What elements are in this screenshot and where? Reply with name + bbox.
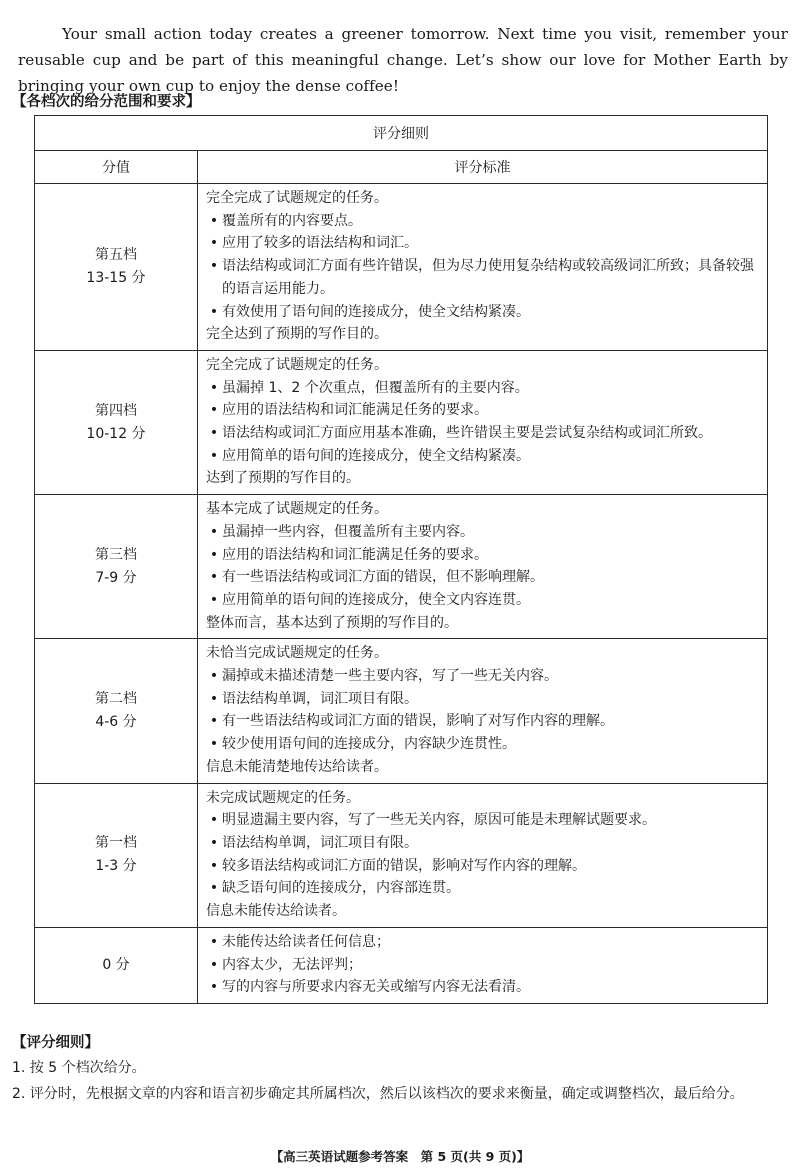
criteria-bullet-item: [206, 832, 759, 855]
section-heading-rules: 【评分细则】: [12, 1035, 99, 1051]
criteria-bullet-item: [206, 210, 759, 233]
criteria-text: 漏掉或未描述清楚一些主要内容，写了一些无关内容。: [222, 668, 558, 685]
criteria-text: 语法结构单调，词汇项目有限。: [222, 690, 418, 707]
page-footer: 【高三英语试题参考答案 第 5 页(共 9 页)】: [270, 1149, 530, 1164]
criteria-summary: [206, 642, 759, 665]
level-name: 第一档: [95, 835, 137, 852]
criteria-bullet-item: [206, 688, 759, 711]
criteria-text: 应用了较多的语法结构和词汇。: [222, 235, 418, 252]
criteria-text: 应用简单的语句间的连接成分，使全文内容连贯。: [222, 591, 530, 608]
criteria-text: 达到了预期的写作目的。: [206, 470, 360, 487]
bullet-icon: •: [209, 402, 219, 419]
score-level-cell: [35, 184, 198, 351]
level-name: 第五档: [95, 246, 137, 263]
criteria-cell: [198, 783, 768, 927]
criteria-text: 有效使用了语句间的连接成分，使全文结构紧凑。: [222, 303, 530, 320]
criteria-summary: [206, 756, 759, 779]
score-level-cell: [35, 495, 198, 639]
intro-paragraph: Your small action today creates a greener tomorrow. Next time you visit, remember your reusable cup and be part of this meaningful change. Let’s show our love for Mother Earth by bringing your own cup to enjoy the dense coffee!: [18, 25, 788, 96]
criteria-bullet-item: [206, 566, 759, 589]
column-header-score: 分值: [35, 151, 198, 184]
criteria-bullet-item: [206, 589, 759, 612]
criteria-bullet-item: [206, 931, 759, 954]
bullet-icon: •: [209, 546, 219, 563]
criteria-summary: [206, 354, 759, 377]
table-row: [35, 639, 768, 783]
criteria-text: 未完成试题规定的任务。: [206, 789, 360, 806]
table-row: [35, 184, 768, 351]
criteria-text: 完全完成了试题规定的任务。: [206, 356, 388, 373]
bullet-icon: •: [209, 591, 219, 608]
criteria-bullet-item: [206, 445, 759, 468]
criteria-bullet-item: [206, 544, 759, 567]
criteria-text: 整体而言，基本达到了预期的写作目的。: [206, 614, 458, 631]
criteria-text: 有一些语法结构或词汇方面的错误，影响了对写作内容的理解。: [222, 713, 614, 730]
criteria-cell: [198, 184, 768, 351]
criteria-bullet-item: [206, 665, 759, 688]
criteria-cell: [198, 350, 768, 494]
criteria-summary: [206, 787, 759, 810]
criteria-summary: [206, 323, 759, 346]
criteria-text: 较少使用语句间的连接成分，内容缺少连贯性。: [222, 736, 516, 753]
rubric-table: [34, 115, 768, 1004]
bullet-icon: •: [209, 569, 219, 586]
criteria-text: 虽漏掉一些内容，但覆盖所有主要内容。: [222, 523, 474, 540]
column-header-criteria: 评分标准: [198, 151, 768, 184]
criteria-text: 应用的语法结构和词汇能满足任务的要求。: [222, 402, 488, 419]
bullet-icon: •: [209, 812, 219, 829]
criteria-text: 覆盖所有的内容要点。: [222, 212, 362, 229]
score-level-cell: [35, 927, 198, 1003]
criteria-bullet-item: [206, 976, 759, 999]
bullet-icon: •: [209, 668, 219, 685]
bullet-icon: •: [209, 212, 219, 229]
score-level-cell: [35, 350, 198, 494]
criteria-bullet-item: [206, 399, 759, 422]
table-row: [35, 350, 768, 494]
criteria-bullet-item: [206, 733, 759, 756]
table-title-row: [35, 116, 768, 151]
criteria-text: 语法结构或词汇方面有些许错误，但为尽力使用复杂结构或较高级词汇所致；具备较强的语言运用能力。: [222, 258, 754, 297]
criteria-text: 完全达到了预期的写作目的。: [206, 326, 388, 343]
criteria-text: 较多语法结构或词汇方面的错误，影响对写作内容的理解。: [222, 857, 586, 874]
criteria-text: 应用的语法结构和词汇能满足任务的要求。: [222, 546, 488, 563]
criteria-text: 未能传达给读者任何信息；: [222, 933, 390, 950]
bullet-icon: •: [209, 933, 219, 950]
criteria-cell: [198, 927, 768, 1003]
criteria-bullet-item: [206, 710, 759, 733]
rule-item: 1. 按 5 个档次给分。: [12, 1060, 146, 1076]
criteria-summary: [206, 498, 759, 521]
criteria-cell: [198, 639, 768, 783]
score-level-cell: [35, 639, 198, 783]
table-row: [35, 783, 768, 927]
criteria-bullet-item: [206, 232, 759, 255]
criteria-text: 完全完成了试题规定的任务。: [206, 190, 388, 206]
criteria-bullet-item: [206, 809, 759, 832]
level-name: 第三档: [95, 546, 137, 563]
score-range: 4-6 分: [95, 713, 137, 730]
criteria-text: 明显遗漏主要内容，写了一些无关内容，原因可能是未理解试题要求。: [222, 812, 656, 829]
score-range: 7-9 分: [95, 569, 137, 586]
criteria-bullet-item: [206, 255, 759, 300]
criteria-cell: [198, 495, 768, 639]
bullet-icon: •: [209, 857, 219, 874]
bullet-icon: •: [209, 956, 219, 973]
table-row: [35, 495, 768, 639]
bullet-icon: •: [209, 736, 219, 753]
bullet-icon: •: [209, 713, 219, 730]
bullet-icon: •: [209, 880, 219, 897]
table-title: 评分细则: [35, 116, 768, 151]
bullet-icon: •: [209, 303, 219, 320]
criteria-text: 缺乏语句间的连接成分，内容部连贯。: [222, 880, 460, 897]
bullet-icon: •: [209, 834, 219, 851]
score-range: 10-12 分: [86, 425, 146, 442]
criteria-bullet-item: [206, 877, 759, 900]
criteria-text: 信息未能传达给读者。: [206, 903, 346, 920]
criteria-text: 语法结构或词汇方面应用基本准确，些许错误主要是尝试复杂结构或词汇所致。: [222, 425, 712, 442]
section-heading-levels: 【各档次的给分范围和要求】: [12, 94, 201, 110]
criteria-summary: [206, 900, 759, 923]
score-range: 13-15 分: [86, 269, 146, 286]
criteria-bullet-item: [206, 422, 759, 445]
bullet-icon: •: [209, 979, 219, 996]
level-name: 第二档: [95, 690, 137, 707]
criteria-text: 未恰当完成试题规定的任务。: [206, 645, 388, 662]
level-name: 第四档: [95, 402, 137, 419]
bullet-icon: •: [209, 425, 219, 442]
criteria-text: 内容太少，无法评判；: [222, 956, 362, 973]
bullet-icon: •: [209, 379, 219, 396]
criteria-text: 应用简单的语句间的连接成分，使全文结构紧凑。: [222, 447, 530, 464]
rule-item: 2. 评分时，先根据文章的内容和语言初步确定其所属档次，然后以该档次的要求来衡量，确定或调整档次，最后给分。: [12, 1086, 744, 1102]
table-header-row: [35, 151, 768, 184]
criteria-summary: [206, 187, 759, 210]
criteria-bullet-item: [206, 855, 759, 878]
criteria-bullet-item: [206, 377, 759, 400]
criteria-summary: [206, 612, 759, 635]
criteria-bullet-item: [206, 954, 759, 977]
criteria-text: 有一些语法结构或词汇方面的错误，但不影响理解。: [222, 569, 544, 586]
bullet-icon: •: [209, 690, 219, 707]
table-row: [35, 927, 768, 1003]
criteria-text: 写的内容与所要求内容无关或缩写内容无法看清。: [222, 979, 530, 996]
criteria-summary: [206, 467, 759, 490]
criteria-bullet-item: [206, 301, 759, 324]
rules-list: [12, 1055, 788, 1107]
score-range: 0 分: [102, 956, 130, 973]
criteria-text: 语法结构单调，词汇项目有限。: [222, 834, 418, 851]
criteria-text: 基本完成了试题规定的任务。: [206, 501, 388, 518]
bullet-icon: •: [209, 258, 219, 275]
bullet-icon: •: [209, 447, 219, 464]
score-range: 1-3 分: [95, 858, 137, 875]
score-level-cell: [35, 783, 198, 927]
criteria-text: 信息未能清楚地传达给读者。: [206, 758, 388, 775]
bullet-icon: •: [209, 523, 219, 540]
bullet-icon: •: [209, 235, 219, 252]
criteria-text: 虽漏掉 1、2 个次重点，但覆盖所有的主要内容。: [222, 379, 529, 396]
criteria-bullet-item: [206, 521, 759, 544]
